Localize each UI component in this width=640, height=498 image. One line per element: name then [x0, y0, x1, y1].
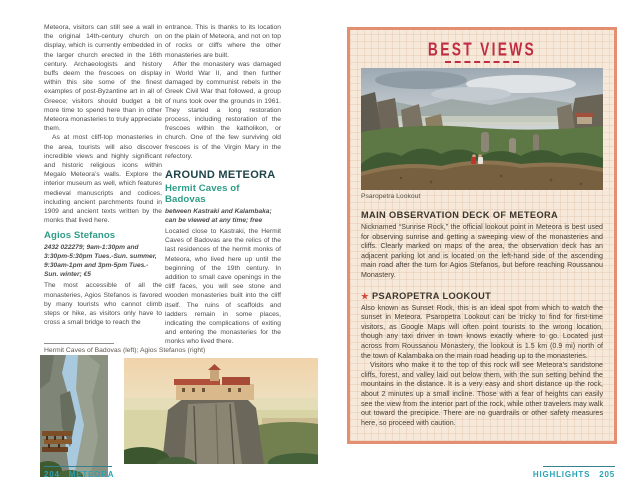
body-paragraph: As at most cliff-top monasteries in the area, tourists will also discover incredible views and highly significant and historic religious icons within Megalo Meteora’s walls. Explore the interior museum as well, which features medieval manuscripts and codices, including ancient parchments found in 1909 and ancient texts written by the monks that lived here. — [44, 134, 162, 225]
section-heading-around-meteora: AROUND METEORA — [165, 169, 276, 182]
opening-hours-details: 2432 022279; 9am-1:30pm and 3:30pm-5:30pm Tues.-Sun. summer, 9:30am-1pm and 3pm-5pm Tues.-Sun. winter; €5 — [44, 244, 157, 279]
agios-stefanos-illustration — [124, 358, 318, 464]
body-paragraph: Visitors who make it to the top of this rock will see Meteora’s sandstone cliffs, forest, and valley laid out below them, with the sun setting behind the mountains in the distance. It is a very easy and short distance up the rock, about 2 minutes up a small incline. Those with a fear of heights can easily see the view from the interior part of the rock, while other travelers may walk out toward the precipice. There are no guardrails or other safety measures here, so proceed with caution. — [361, 361, 603, 427]
chapter-label: METEORA — [68, 470, 115, 479]
hermit-caves-illustration — [40, 355, 108, 477]
hermit-caves-photo — [40, 355, 108, 477]
photo-caption: Hermit Caves of Badovas (left); Agios Stefanos (right) — [44, 347, 206, 354]
section-label: HIGHLIGHTS — [532, 470, 591, 479]
psaropetra-lookout-photo — [361, 68, 603, 190]
page-number: 205 — [599, 470, 615, 479]
body-paragraph: Nicknamed “Sunrise Rock,” the official lookout point in Meteora is best used for observing sunrise and getting a sweeping view of the monasteries and cliffs. Clearly marked on maps of the area, the observation deck has an adjacent parking lot and is located on the left-hand side of the ascending main road after the turn for Agios Stefanos, but before reaching Roussanou Monastery. — [361, 223, 603, 279]
body-paragraph: The most accessible of all the monasteries, Agios Stefanos is favored by many tourists who cannot climb steps or hike, as visitors only have to cross a small bridge to reach the — [44, 282, 162, 327]
page-footer-left — [44, 470, 114, 479]
star-icon: ★ — [361, 290, 370, 301]
footer-divider-right — [543, 466, 615, 467]
page-footer-right — [533, 470, 615, 479]
body-paragraph: Also known as Sunset Rock, this is an ideal spot from which to watch the sunset in Meteora. Psaropetra Lookout can be tricky to find for first-time visitors, as Google Maps will often point tourists to the wrong location, though any taxi driver in town knows exactly where to go. Located just across from Roussanou Monastery, the lookout is 1.5 km (0.9 mi) north of the town of Kalambaka on the main road heading up to the monasteries. — [361, 303, 603, 360]
best-views-box — [347, 27, 617, 444]
sight-heading-hermit-caves: Hermit Caves of Badovas — [165, 183, 240, 206]
location-details: between Kastraki and Kalambaka; can be viewed at any time; free — [165, 208, 272, 225]
heading-label: PSAROPETRA LOOKOUT — [372, 290, 492, 301]
agios-stefanos-photo — [124, 358, 318, 464]
left-page-column-2 — [165, 23, 281, 347]
body-paragraph: Meteora, visitors can still see a wall in the original 14th-century church on display, which is currently embedded in the larger church erected in the 16th century. Archaeologists and history buffs deem the frescoes on display within this site some of the finest examples of post-Byzantine art in all of Greece; visitors should budget a bit more time to spend here than in other Meteora monasteries to truly appreciate them. — [44, 24, 162, 133]
body-paragraph: After the monastery was damaged in World War II, and then further damaged by communist rebels in the Greek Civil War that followed, a group of nuns took over the grounds in 1961. They started a long restoration process, including restoration of the frescoes within the katholikon, or church. One of the few surviving old frescoes is of the Virgin Mary in the refectory. — [165, 60, 281, 160]
body-paragraph: entrance. This is thanks to its location on the plain of Meteora, and not on top of rocks or cliffs where the other monasteries are built. — [165, 24, 281, 59]
sight-heading-agios-stefanos: Agios Stefanos — [44, 230, 116, 242]
page-number: 204 — [44, 470, 60, 479]
psaropetra-illustration — [361, 68, 603, 190]
caption-divider — [44, 343, 114, 344]
photo-caption: Psaropetra Lookout — [361, 193, 421, 200]
body-paragraph: Located close to Kastraki, the Hermit Caves of Badovas are the relics of the last residences of the hermit monks of Meteora, who lived here up until the beginning of the 19th century. In addition to small cave openings in the cliff faces, you will see stone and wooden monasteries built into the cliff itself. The ruins of scaffolds and ladders remain in some places, indicating the complications of exiting and entering the monasteries for the monks who lived there. — [165, 228, 281, 346]
heading-main-observation-deck: MAIN OBSERVATION DECK OF METEORA — [361, 210, 559, 220]
left-page-column-1 — [44, 23, 162, 327]
box-title: BEST VIEWS — [427, 39, 537, 61]
footer-divider-left — [44, 466, 112, 467]
heading-psaropetra-lookout — [361, 291, 603, 302]
